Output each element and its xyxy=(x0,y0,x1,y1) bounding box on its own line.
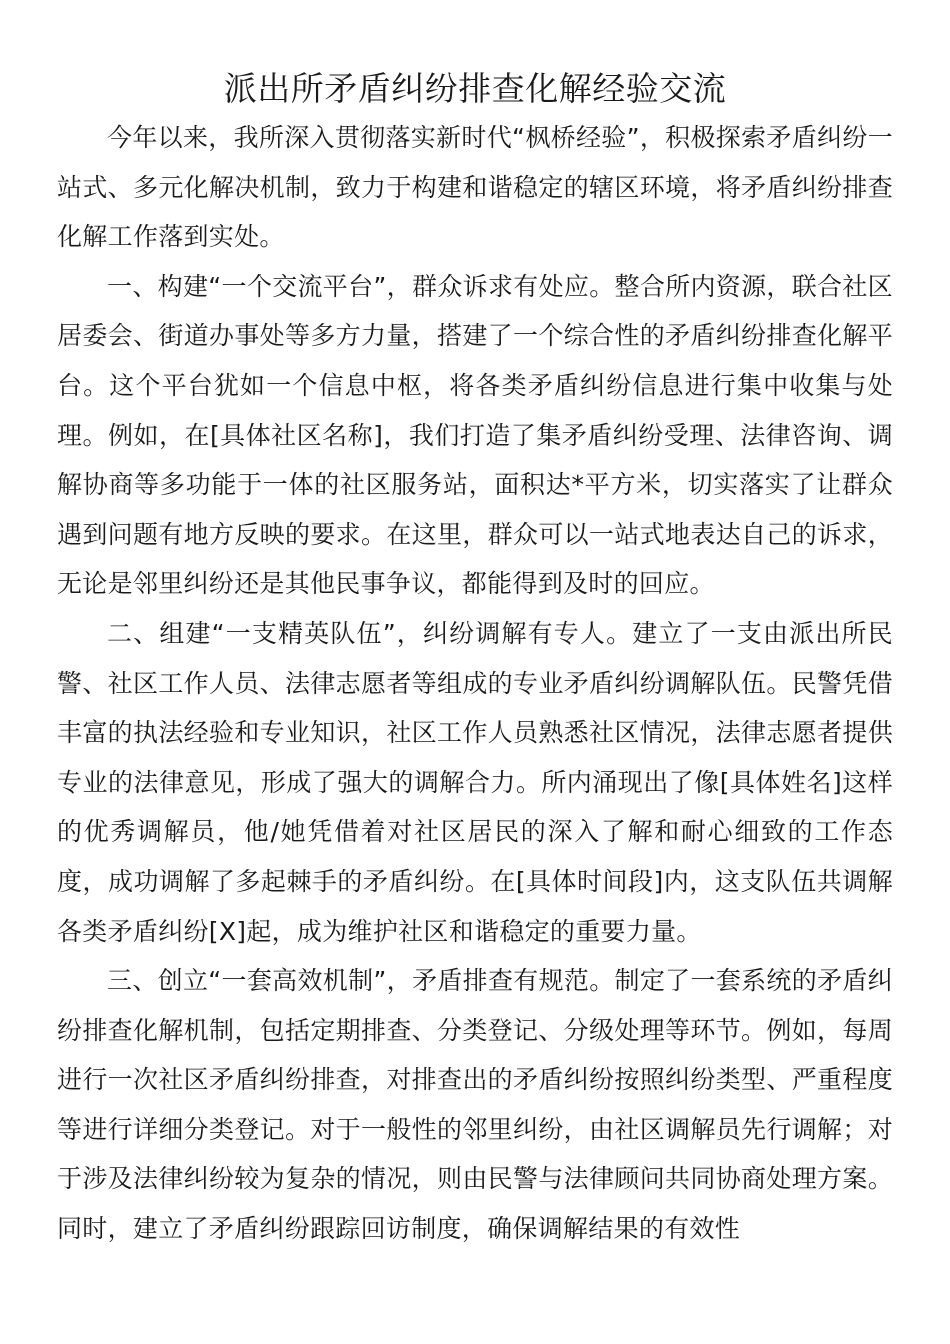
paragraph-intro xyxy=(57,113,893,262)
paragraph-section-3 xyxy=(57,956,893,1254)
paragraph-section-1 xyxy=(57,262,893,609)
section-3-text: 制定了一套系统的矛盾纠纷排查化解机制，包括定期排查、分类登记、分级处理等环节。例如，每周进行一次社区矛盾纠纷排查，对排查出的矛盾纠纷按照纠纷类型、严重程度等进行详细分类登记。对于一般性的邻里纠纷，由社区调解员先行调解；对于涉及法律纠纷较为复杂的情况，则由民警与法律顾问共同协商处理方案。同时，建立了矛盾纠纷跟踪回访制度，确保调解结果的有效性 xyxy=(57,966,893,1244)
section-2-text: 建立了一支由派出所民警、社区工作人员、法律志愿者等组成的专业矛盾纠纷调解队伍。民警凭借丰富的执法经验和专业知识，社区工作人员熟悉社区情况，法律志愿者提供专业的法律意见，形成了强大的调解合力。所内涌现出了像[具体姓名]这样的优秀调解员，他/她凭借着对社区居民的深入了解和耐心细致的工作态度，成功调解了多起棘手的矛盾纠纷。在[具体时间段]内，这支队伍共调解各类矛盾纠纷[X]起，成为维护社区和谐稳定的重要力量。 xyxy=(57,618,893,946)
document-body xyxy=(57,113,893,1254)
paragraph-section-2 xyxy=(57,609,893,956)
page-title: 派出所矛盾纠纷排查化解经验交流 xyxy=(223,69,727,108)
section-1-text: 整合所内资源，联合社区居委会、街道办事处等多方力量，搭建了一个综合性的矛盾纠纷排查化解平台。这个平台犹如一个信息中枢，将各类矛盾纠纷信息进行集中收集与处理。例如，在[具体社区名称]，我们打造了集矛盾纠纷受理、法律咨询、调解协商等多功能于一体的社区服务站，面积达*平方米，切实落实了让群众遇到问题有地方反映的要求。在这里，群众可以一站式地表达自己的诉求，无论是邻里纠纷还是其他民事争议，都能得到及时的回应。 xyxy=(57,271,893,599)
section-1-heading: 一、构建“一个交流平台”，群众诉求有处应。 xyxy=(107,271,615,301)
paragraph-intro-text: 今年以来，我所深入贯彻落实新时代“枫桥经验”，积极探索矛盾纠纷一站式、多元化解决机制，致力于构建和谐稳定的辖区环境，将矛盾纠纷排查化解工作落到实处。 xyxy=(57,123,893,252)
section-2-heading: 二、组建“一支精英队伍”，纠纷调解有专人。 xyxy=(107,618,633,648)
section-3-heading: 三、创立“一套高效机制”，矛盾排查有规范。 xyxy=(107,966,615,996)
